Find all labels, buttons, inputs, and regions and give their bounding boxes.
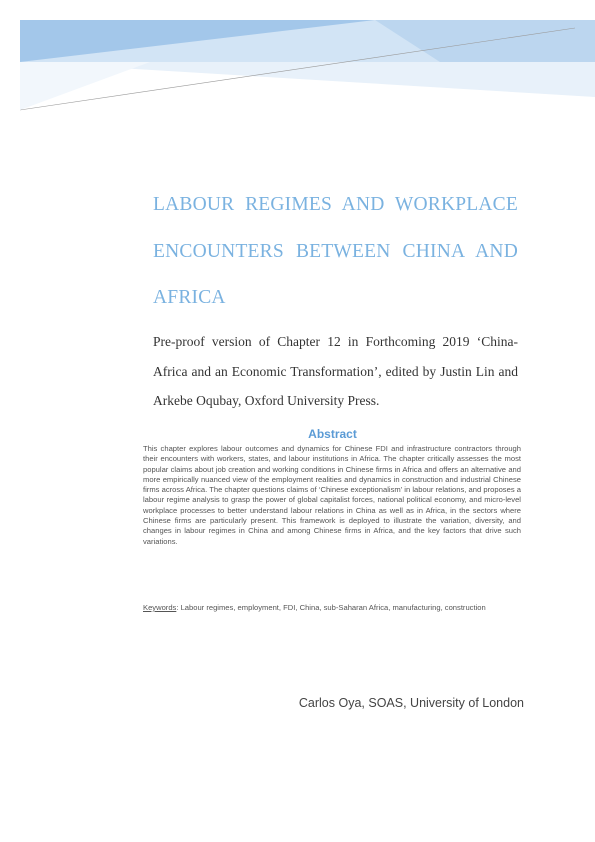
publication-note: Pre-proof version of Chapter 12 in Forthcoming 2019 ‘China-Africa and an Economic Transformation’, edited by Justin Lin and Arkebe Oqubay, Oxford University Press. xyxy=(153,334,518,408)
header-banner-graphic xyxy=(0,0,595,120)
abstract-heading: Abstract xyxy=(308,427,357,441)
keywords-label: Keywords xyxy=(143,603,177,612)
author-affiliation: Carlos Oya, SOAS, University of London xyxy=(298,696,524,710)
abstract-body: This chapter explores labour outcomes and dynamics for Chinese FDI and infrastructure contractors through their encounters with workers, states, and labour institutions in Africa. The chapter critically assesses the most popular claims about job creation and working conditions in Chinese firms in Africa and offers an alternative and more empirically nuanced view of the employment realities and dynamics in construction and industrial Chinese firms across Africa. The chapter questions claims of ‘Chinese exceptionalism’ in labour relations, and proposes a labour regime analysis to grasp the power of global capitalist forces, national political economy, and micro-level workplace processes to better understand labour relations in China as well as in Africa, in the sectors where Chinese firms are particularly present. This framework is deployed to illustrate the variation, diversity, and changes in labour regimes in China and among Chinese firms in Africa, and the key factors that drive such variations. xyxy=(143,444,521,546)
keywords-line xyxy=(143,603,521,613)
document-title: LABOUR REGIMES AND WORKPLACE ENCOUNTERS BETWEEN CHINA AND AFRICA xyxy=(153,194,518,308)
keywords-text: : Labour regimes, employment, FDI, China, sub-Saharan Africa, manufacturing, construction xyxy=(176,603,486,612)
